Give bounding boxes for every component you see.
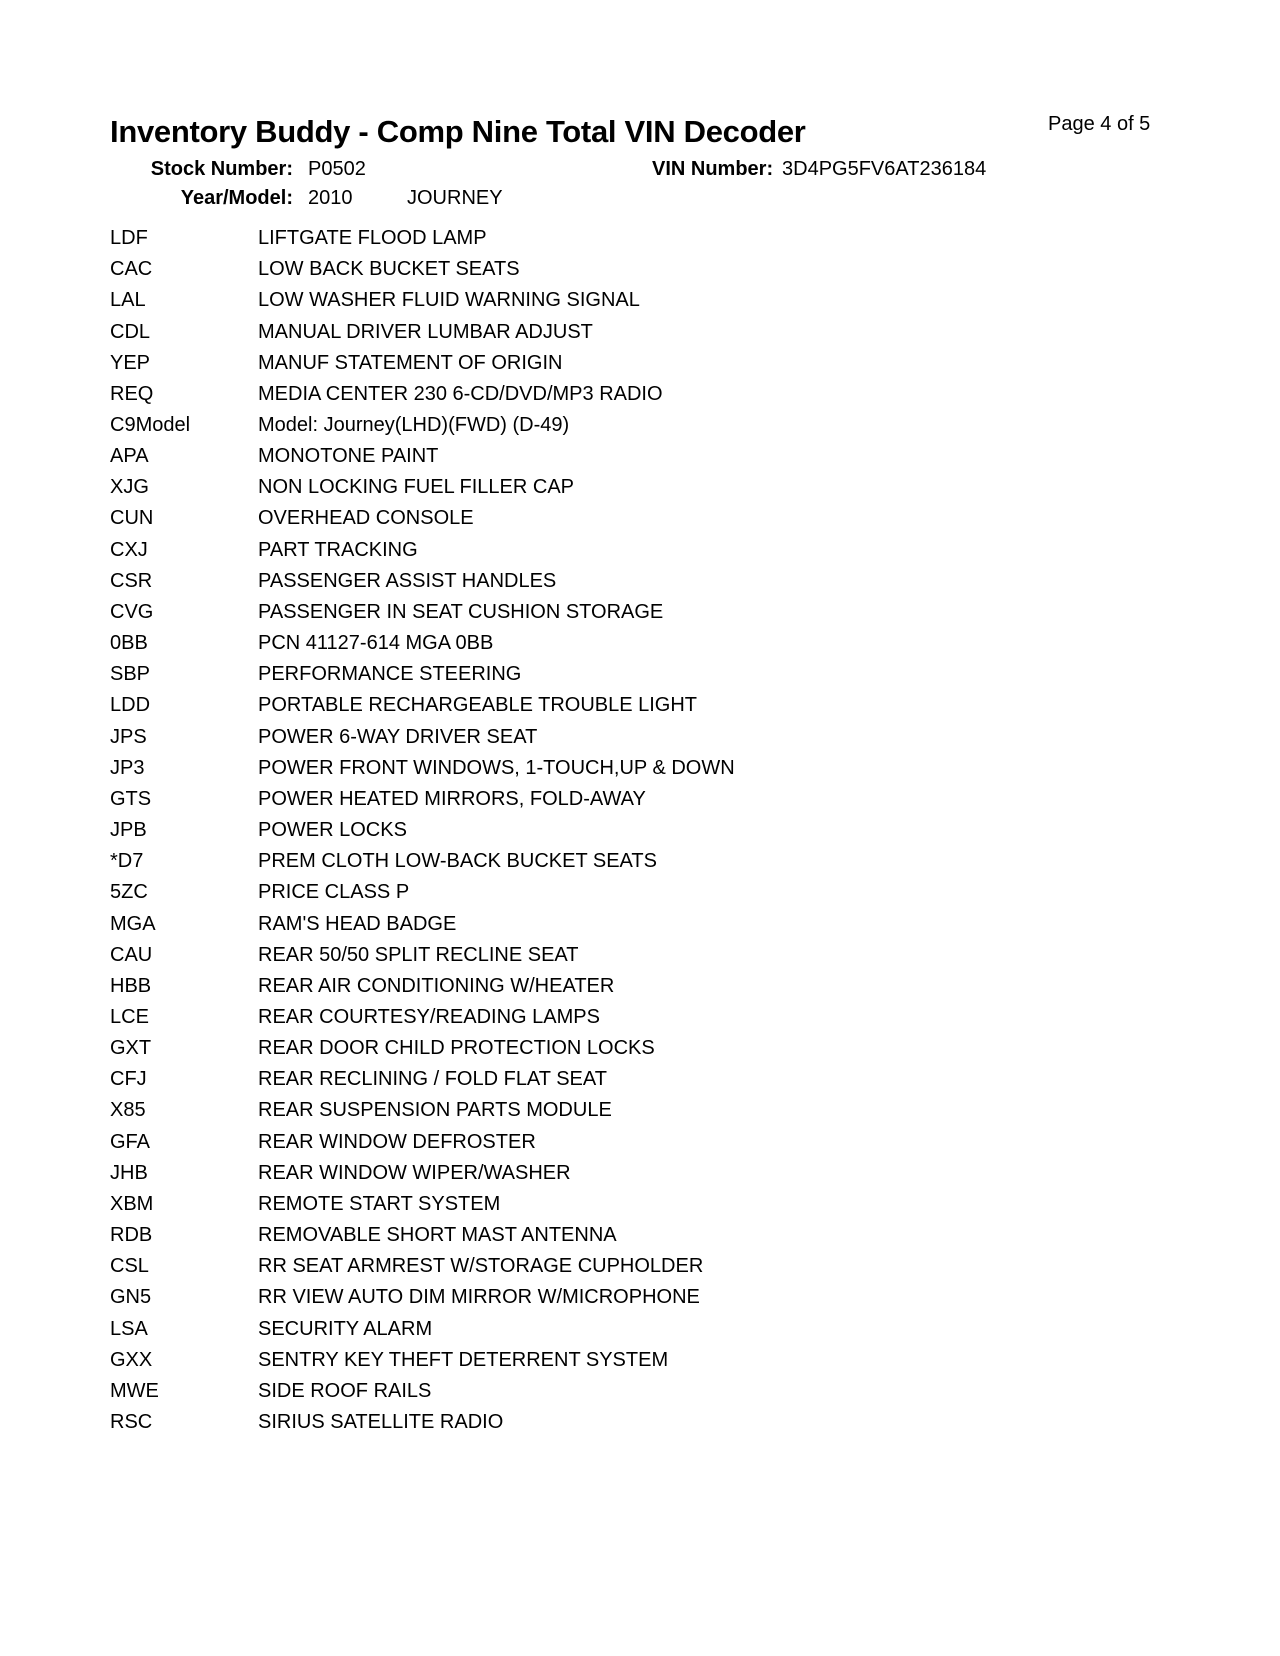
option-row <box>110 940 1190 971</box>
option-description: REMOVABLE SHORT MAST ANTENNA <box>258 1224 617 1247</box>
option-description: NON LOCKING FUEL FILLER CAP <box>258 476 574 499</box>
option-description: MONOTONE PAINT <box>258 445 439 468</box>
option-code: HBB <box>110 974 152 997</box>
option-code: SBP <box>110 663 151 686</box>
option-description: REAR WINDOW WIPER/WASHER <box>258 1161 571 1184</box>
model-value: JOURNEY <box>407 187 503 209</box>
option-row <box>110 722 1190 753</box>
option-code: CAC <box>110 258 153 281</box>
option-row <box>110 441 1190 472</box>
page-number-indicator: Page 4 of 5 <box>1048 113 1151 135</box>
option-row <box>110 1407 1190 1438</box>
option-code: XJG <box>110 476 149 499</box>
option-code: 5ZC <box>110 881 148 904</box>
option-row <box>110 846 1190 877</box>
option-code: LDF <box>110 227 148 250</box>
option-code: CFJ <box>110 1068 147 1091</box>
option-code: CAU <box>110 943 153 966</box>
option-description: LOW BACK BUCKET SEATS <box>258 258 520 281</box>
option-row <box>110 815 1190 846</box>
stock-number-label: Stock Number: <box>150 158 293 180</box>
option-code: GTS <box>110 787 152 810</box>
option-code: REQ <box>110 382 154 405</box>
option-row <box>110 1127 1190 1158</box>
option-description: REAR WINDOW DEFROSTER <box>258 1130 536 1153</box>
option-code: *D7 <box>110 850 144 873</box>
option-row <box>110 223 1190 254</box>
option-code: CVG <box>110 600 154 623</box>
option-description: PCN 41127-614 MGA 0BB <box>258 632 494 655</box>
option-row <box>110 1033 1190 1064</box>
option-row <box>110 1282 1190 1313</box>
option-row <box>110 1189 1190 1220</box>
option-row <box>110 410 1190 441</box>
option-row <box>110 659 1190 690</box>
option-code: CSL <box>110 1255 149 1278</box>
option-code: GXT <box>110 1037 152 1060</box>
option-code: MGA <box>110 912 156 935</box>
option-code: GN5 <box>110 1286 152 1309</box>
option-code: LDD <box>110 694 151 717</box>
option-code: CSR <box>110 569 153 592</box>
option-code: APA <box>110 445 149 468</box>
option-description: PORTABLE RECHARGEABLE TROUBLE LIGHT <box>258 694 698 717</box>
option-row <box>110 753 1190 784</box>
option-row <box>110 1376 1190 1407</box>
option-description: MANUAL DRIVER LUMBAR ADJUST <box>258 320 593 343</box>
option-code: CUN <box>110 507 154 530</box>
year-model-label: Year/Model: <box>180 187 293 209</box>
option-row <box>110 597 1190 628</box>
option-description: POWER FRONT WINDOWS, 1-TOUCH,UP & DOWN <box>258 756 735 779</box>
option-code: CXJ <box>110 538 148 561</box>
option-code: JPB <box>110 819 147 842</box>
option-code: 0BB <box>110 632 148 655</box>
option-description: PART TRACKING <box>258 538 418 561</box>
option-row <box>110 690 1190 721</box>
option-code: MWE <box>110 1379 159 1402</box>
option-description: MANUF STATEMENT OF ORIGIN <box>258 351 563 374</box>
option-row <box>110 1064 1190 1095</box>
vin-number-value: 3D4PG5FV6AT236184 <box>782 158 987 180</box>
option-description: RR SEAT ARMREST W/STORAGE CUPHOLDER <box>258 1255 704 1278</box>
option-description: REAR DOOR CHILD PROTECTION LOCKS <box>258 1037 655 1060</box>
option-description: RAM'S HEAD BADGE <box>258 912 457 935</box>
option-row <box>110 1220 1190 1251</box>
vin-number-label: VIN Number: <box>652 158 774 180</box>
option-description: LIFTGATE FLOOD LAMP <box>258 227 487 250</box>
option-code: X85 <box>110 1099 146 1122</box>
option-code: LAL <box>110 289 146 312</box>
option-description: REAR RECLINING / FOLD FLAT SEAT <box>258 1068 607 1091</box>
option-description: POWER 6-WAY DRIVER SEAT <box>258 725 538 748</box>
option-description: RR VIEW AUTO DIM MIRROR W/MICROPHONE <box>258 1286 700 1309</box>
option-row <box>110 1158 1190 1189</box>
option-code: LSA <box>110 1317 148 1340</box>
option-description: Model: Journey(LHD)(FWD) (D-49) <box>258 414 570 437</box>
option-description: REAR COURTESY/READING LAMPS <box>258 1005 600 1028</box>
option-code: JPS <box>110 725 147 748</box>
option-description: PERFORMANCE STEERING <box>258 663 522 686</box>
option-code: CDL <box>110 320 151 343</box>
option-code: C9Model <box>110 414 191 437</box>
option-description: PRICE CLASS P <box>258 881 410 904</box>
stock-number-value: P0502 <box>308 158 366 180</box>
option-description: REAR AIR CONDITIONING W/HEATER <box>258 974 615 997</box>
option-description: SENTRY KEY THEFT DETERRENT SYSTEM <box>258 1348 669 1371</box>
option-row <box>110 908 1190 939</box>
option-description: REMOTE START SYSTEM <box>258 1192 501 1215</box>
option-description: REAR SUSPENSION PARTS MODULE <box>258 1099 612 1122</box>
option-row <box>110 784 1190 815</box>
year-value: 2010 <box>308 187 353 209</box>
option-row <box>110 503 1190 534</box>
option-row <box>110 254 1190 285</box>
option-code: GFA <box>110 1130 151 1153</box>
option-description: PREM CLOTH LOW-BACK BUCKET SEATS <box>258 850 657 873</box>
option-row <box>110 1313 1190 1344</box>
option-description: SIDE ROOF RAILS <box>258 1379 432 1402</box>
option-row <box>110 877 1190 908</box>
option-row <box>110 535 1190 566</box>
option-code: LCE <box>110 1005 149 1028</box>
option-row <box>110 472 1190 503</box>
option-row <box>110 348 1190 379</box>
option-description: REAR 50/50 SPLIT RECLINE SEAT <box>258 943 579 966</box>
option-code: RDB <box>110 1224 153 1247</box>
option-description: POWER HEATED MIRRORS, FOLD-AWAY <box>258 787 646 810</box>
option-code: JP3 <box>110 756 145 779</box>
option-row <box>110 1002 1190 1033</box>
options-list <box>110 223 1190 1438</box>
option-description: PASSENGER ASSIST HANDLES <box>258 569 557 592</box>
option-description: POWER LOCKS <box>258 819 407 842</box>
option-row <box>110 566 1190 597</box>
option-row <box>110 1095 1190 1126</box>
option-description: MEDIA CENTER 230 6-CD/DVD/MP3 RADIO <box>258 382 663 405</box>
option-row <box>110 628 1190 659</box>
option-description: SECURITY ALARM <box>258 1317 433 1340</box>
page-title: Inventory Buddy - Comp Nine Total VIN Decoder <box>110 114 806 149</box>
option-row <box>110 285 1190 316</box>
option-row <box>110 971 1190 1002</box>
option-code: RSC <box>110 1411 153 1434</box>
option-description: PASSENGER IN SEAT CUSHION STORAGE <box>258 600 664 623</box>
option-code: JHB <box>110 1161 148 1184</box>
option-row <box>110 1251 1190 1282</box>
option-code: GXX <box>110 1348 153 1371</box>
option-code: XBM <box>110 1192 154 1215</box>
option-description: OVERHEAD CONSOLE <box>258 507 474 530</box>
option-row <box>110 316 1190 347</box>
option-code: YEP <box>110 351 151 374</box>
option-description: LOW WASHER FLUID WARNING SIGNAL <box>258 289 640 312</box>
option-row <box>110 379 1190 410</box>
option-description: SIRIUS SATELLITE RADIO <box>258 1411 504 1434</box>
option-row <box>110 1345 1190 1376</box>
